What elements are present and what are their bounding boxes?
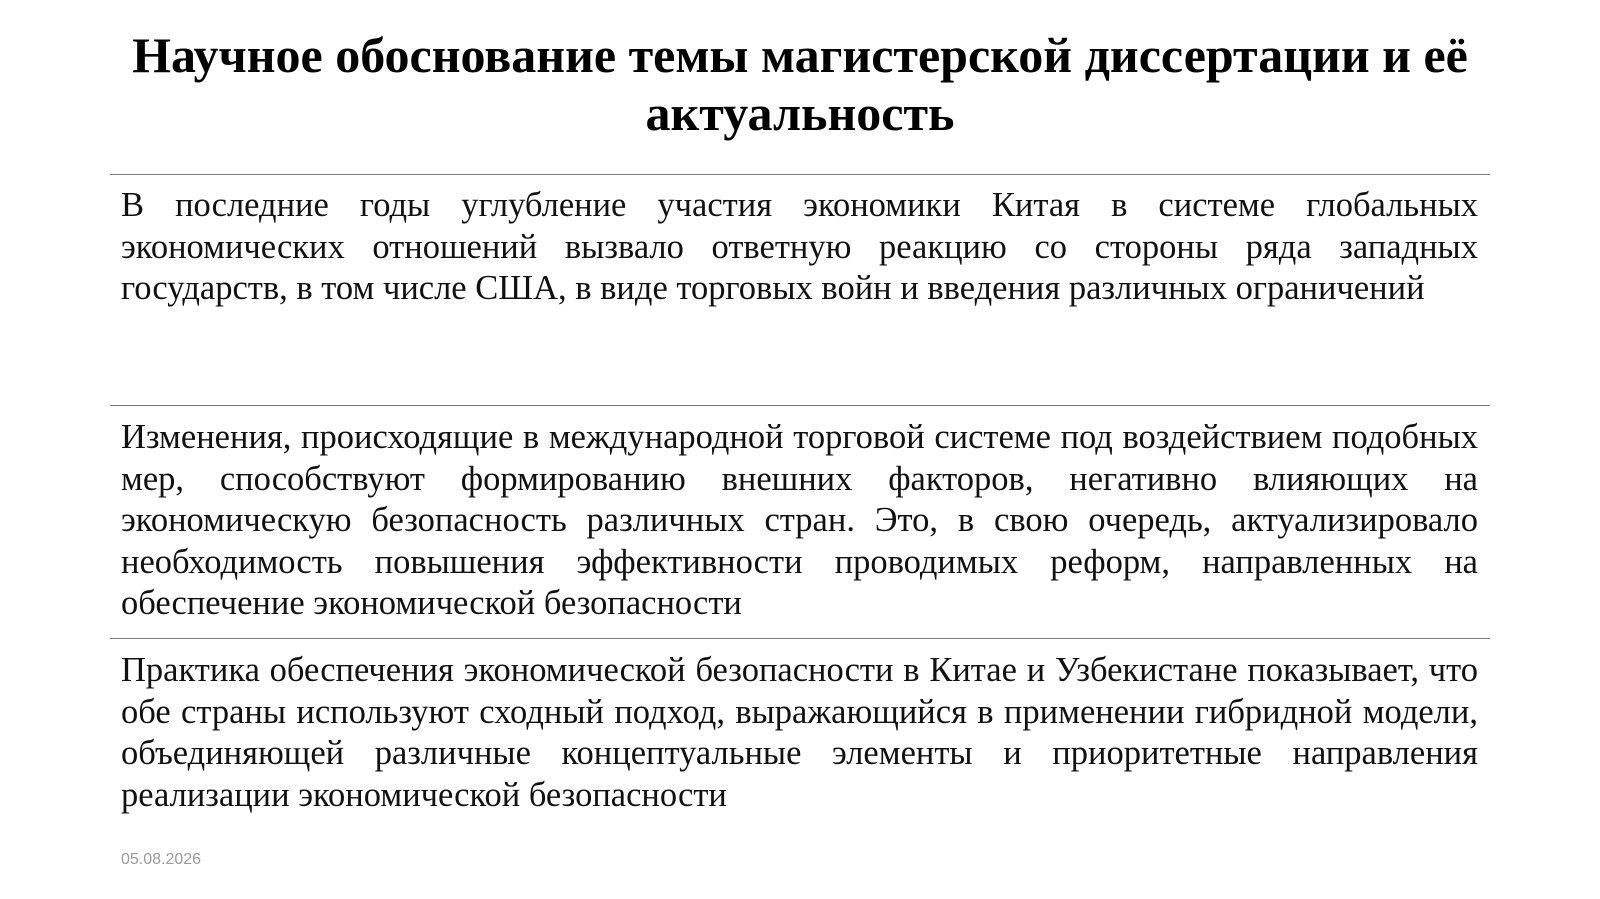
divider-middle: [110, 405, 1490, 406]
divider-top: [110, 174, 1490, 175]
divider-bottom: [110, 638, 1490, 639]
slide-date: 05.08.2026: [121, 851, 202, 868]
paragraph-3: Практика обеспечения экономической безопасности в Китае и Узбекистане показывает, что обе страны используют сходный подход, выражающийся в применении гибридной модели, объединяющей различные концептуальные элементы и приоритетные направления реализации экономической безопасности: [121, 651, 1478, 814]
slide-title: Научное обоснование темы магистерской диссертации и её актуальность: [132, 27, 1468, 141]
paragraph-1: В последние годы углубление участия экономики Китая в системе глобальных экономических отношений вызвало ответную реакцию со стороны ряда западных государств, в том числе США, в виде торговых войн и введения различных ограничений: [121, 186, 1478, 307]
paragraph-2: Изменения, происходящие в международной торговой системе под воздействием подобных мер, способствуют формированию внешних факторов, негативно влияющих на экономическую безопасность различных стран. Это, в свою очередь, актуализировало необходимость повышения эффективности проводимых реформ, направленных на обеспечение экономической безопасности: [121, 418, 1478, 622]
